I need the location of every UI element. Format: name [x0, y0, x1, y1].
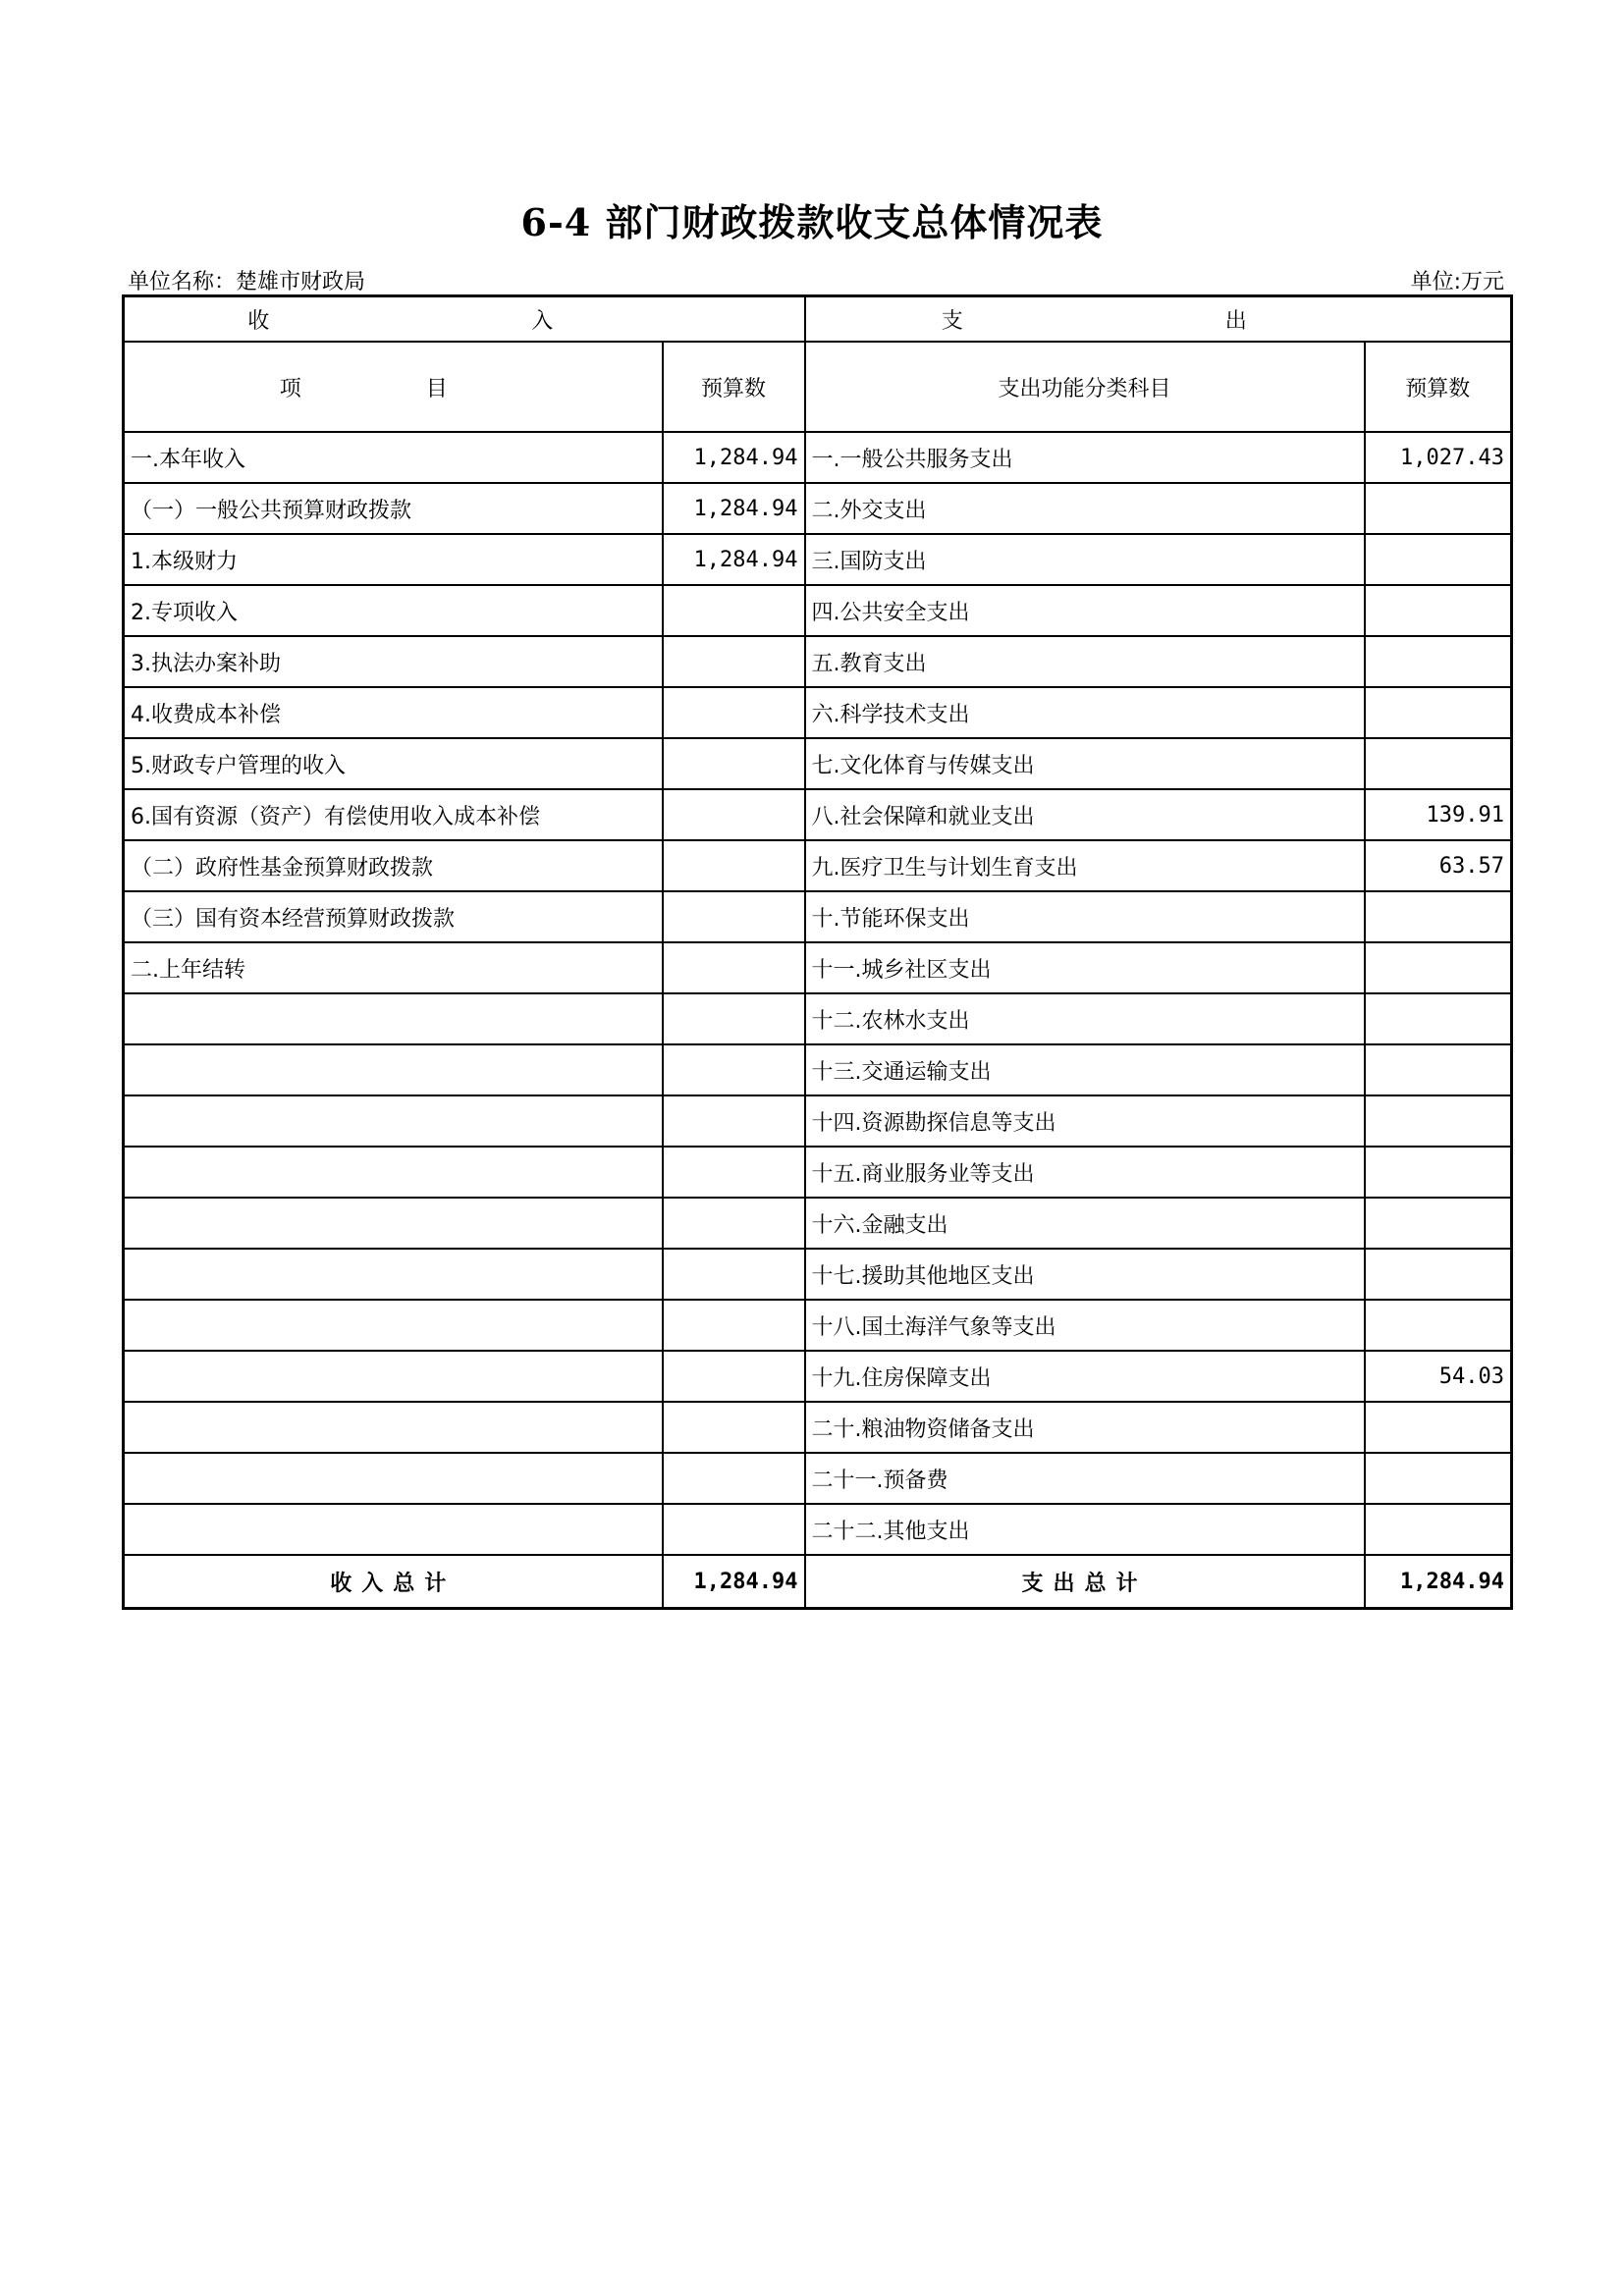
- income-item-cell: 3.执法办案补助: [124, 636, 663, 687]
- item-column-header: 项 目: [124, 342, 663, 432]
- income-item-cell: （二）政府性基金预算财政拨款: [124, 840, 663, 891]
- expense-item-cell: 十二.农林水支出: [805, 993, 1365, 1044]
- table-row: [124, 1147, 1512, 1198]
- table-row: [124, 1402, 1512, 1453]
- income-item-cell: [124, 1351, 663, 1402]
- unit-label: 单位:万元: [1410, 270, 1504, 294]
- table-meta: [122, 265, 1510, 294]
- expense-item-cell: 十六.金融支出: [805, 1198, 1365, 1249]
- income-amount-cell: [663, 1095, 805, 1147]
- table-row: [124, 1044, 1512, 1095]
- table-row: [124, 1504, 1512, 1555]
- table-row: [124, 432, 1512, 483]
- expense-item-cell: 二十.粮油物资储备支出: [805, 1402, 1365, 1453]
- income-item-cell: 4.收费成本补偿: [124, 687, 663, 738]
- expense-amount-cell: [1365, 636, 1512, 687]
- expense-amount-cell: [1365, 891, 1512, 942]
- income-amount-cell: 1,284.94: [663, 534, 805, 585]
- expense-amount-cell: [1365, 585, 1512, 636]
- table-row: [124, 483, 1512, 534]
- expense-amount-cell: [1365, 483, 1512, 534]
- expense-amount-cell: [1365, 738, 1512, 789]
- income-amount-cell: [663, 1453, 805, 1504]
- expense-amount-cell: 54.03: [1365, 1351, 1512, 1402]
- table-row: [124, 1453, 1512, 1504]
- income-amount-cell: [663, 1198, 805, 1249]
- expense-item-cell: 八.社会保障和就业支出: [805, 789, 1365, 840]
- expense-total-amount: 1,284.94: [1365, 1555, 1512, 1609]
- table-row: [124, 840, 1512, 891]
- expense-amount-cell: [1365, 942, 1512, 993]
- expense-item-cell: 六.科学技术支出: [805, 687, 1365, 738]
- expense-amount-cell: [1365, 1095, 1512, 1147]
- income-amount-cell: [663, 789, 805, 840]
- income-item-cell: [124, 1147, 663, 1198]
- expense-item-cell: 二十二.其他支出: [805, 1504, 1365, 1555]
- income-section-header: 收 入: [124, 296, 805, 343]
- income-item-cell: 一.本年收入: [124, 432, 663, 483]
- income-amount-cell: [663, 891, 805, 942]
- expense-amount-cell: [1365, 1198, 1512, 1249]
- income-total-label: 收入总计: [124, 1555, 663, 1609]
- income-amount-cell: [663, 1249, 805, 1300]
- table-row: [124, 585, 1512, 636]
- expense-item-cell: 三.国防支出: [805, 534, 1365, 585]
- income-item-cell: （三）国有资本经营预算财政拨款: [124, 891, 663, 942]
- function-category-column-header: 支出功能分类科目: [805, 342, 1365, 432]
- expense-total-label: 支出总计: [805, 1555, 1365, 1609]
- expense-item-cell: 十五.商业服务业等支出: [805, 1147, 1365, 1198]
- income-amount-cell: 1,284.94: [663, 432, 805, 483]
- expense-item-cell: 十四.资源勘探信息等支出: [805, 1095, 1365, 1147]
- income-item-cell: [124, 993, 663, 1044]
- income-amount-cell: [663, 1402, 805, 1453]
- income-amount-cell: [663, 942, 805, 993]
- income-item-cell: [124, 1198, 663, 1249]
- table-row: [124, 942, 1512, 993]
- table-row: [124, 1351, 1512, 1402]
- expense-amount-cell: [1365, 1147, 1512, 1198]
- income-amount-cell: [663, 1504, 805, 1555]
- income-item-cell: 6.国有资源（资产）有偿使用收入成本补偿: [124, 789, 663, 840]
- expense-item-cell: 一.一般公共服务支出: [805, 432, 1365, 483]
- income-item-cell: [124, 1453, 663, 1504]
- table-row: [124, 534, 1512, 585]
- expense-amount-cell: [1365, 1044, 1512, 1095]
- table-row: [124, 636, 1512, 687]
- income-total-amount: 1,284.94: [663, 1555, 805, 1609]
- income-item-cell: [124, 1249, 663, 1300]
- expense-item-cell: 九.医疗卫生与计划生育支出: [805, 840, 1365, 891]
- budget-table: [122, 294, 1513, 1610]
- table-row: [124, 1300, 1512, 1351]
- table-row: [124, 738, 1512, 789]
- table-row: [124, 1198, 1512, 1249]
- table-row: [124, 687, 1512, 738]
- expense-section-header: 支 出: [805, 296, 1512, 343]
- income-amount-cell: [663, 840, 805, 891]
- expense-amount-cell: [1365, 993, 1512, 1044]
- totals-row: [124, 1555, 1512, 1609]
- income-amount-cell: [663, 1044, 805, 1095]
- expense-item-cell: 十一.城乡社区支出: [805, 942, 1365, 993]
- income-item-cell: [124, 1300, 663, 1351]
- expense-amount-cell: 139.91: [1365, 789, 1512, 840]
- income-item-cell: 2.专项收入: [124, 585, 663, 636]
- expense-item-cell: 二.外交支出: [805, 483, 1365, 534]
- expense-item-cell: 十三.交通运输支出: [805, 1044, 1365, 1095]
- expense-amount-cell: [1365, 1249, 1512, 1300]
- income-amount-cell: [663, 738, 805, 789]
- expense-item-cell: 十七.援助其他地区支出: [805, 1249, 1365, 1300]
- income-item-cell: 1.本级财力: [124, 534, 663, 585]
- expense-amount-cell: 1,027.43: [1365, 432, 1512, 483]
- table-row: [124, 891, 1512, 942]
- table-row: [124, 1095, 1512, 1147]
- income-item-cell: 二.上年结转: [124, 942, 663, 993]
- income-item-cell: [124, 1402, 663, 1453]
- income-budget-column-header: 预算数: [663, 342, 805, 432]
- income-amount-cell: [663, 1147, 805, 1198]
- expense-budget-column-header: 预算数: [1365, 342, 1512, 432]
- expense-amount-cell: [1365, 1453, 1512, 1504]
- expense-item-cell: 四.公共安全支出: [805, 585, 1365, 636]
- page-title: 6-4 部门财政拨款收支总体情况表: [520, 200, 1104, 244]
- expense-item-cell: 五.教育支出: [805, 636, 1365, 687]
- income-amount-cell: [663, 993, 805, 1044]
- income-amount-cell: [663, 636, 805, 687]
- income-amount-cell: [663, 687, 805, 738]
- expense-amount-cell: [1365, 687, 1512, 738]
- expense-amount-cell: [1365, 1402, 1512, 1453]
- expense-item-cell: 二十一.预备费: [805, 1453, 1365, 1504]
- income-item-cell: 5.财政专户管理的收入: [124, 738, 663, 789]
- income-amount-cell: [663, 1300, 805, 1351]
- income-item-cell: [124, 1504, 663, 1555]
- income-item-cell: [124, 1095, 663, 1147]
- income-item-cell: [124, 1044, 663, 1095]
- unit-name: 单位名称：楚雄市财政局: [128, 270, 366, 294]
- expense-item-cell: 十八.国土海洋气象等支出: [805, 1300, 1365, 1351]
- header-row-columns: [124, 342, 1512, 432]
- expense-amount-cell: [1365, 1300, 1512, 1351]
- expense-item-cell: 十.节能环保支出: [805, 891, 1365, 942]
- expense-item-cell: 十九.住房保障支出: [805, 1351, 1365, 1402]
- table-row: [124, 789, 1512, 840]
- table-row: [124, 1249, 1512, 1300]
- income-amount-cell: [663, 585, 805, 636]
- income-amount-cell: [663, 1351, 805, 1402]
- expense-amount-cell: 63.57: [1365, 840, 1512, 891]
- income-amount-cell: 1,284.94: [663, 483, 805, 534]
- expense-amount-cell: [1365, 1504, 1512, 1555]
- expense-item-cell: 七.文化体育与传媒支出: [805, 738, 1365, 789]
- header-row-sections: [124, 296, 1512, 343]
- expense-amount-cell: [1365, 534, 1512, 585]
- income-item-cell: （一）一般公共预算财政拨款: [124, 483, 663, 534]
- table-row: [124, 993, 1512, 1044]
